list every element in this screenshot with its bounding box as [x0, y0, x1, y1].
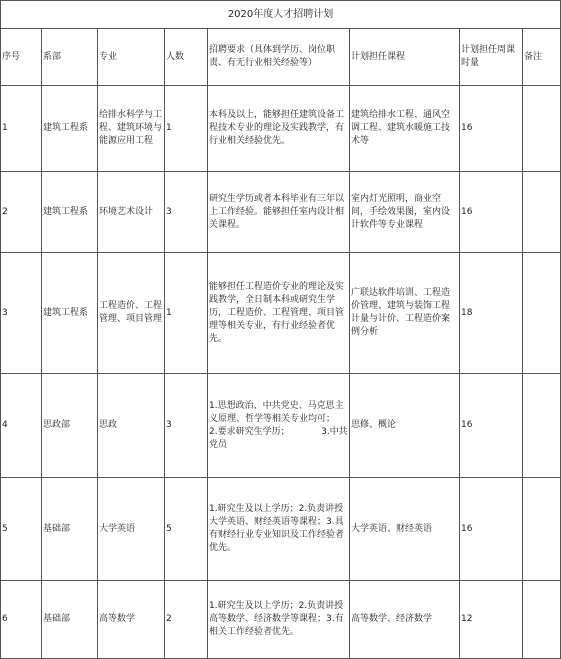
header-hours: 计划担任周课时量: [460, 29, 523, 86]
cell-count: 2: [165, 581, 208, 659]
header-courses: 计划担任课程: [350, 29, 460, 86]
table-row: [1, 253, 561, 374]
cell-courses: 大学英语、财经英语: [350, 478, 460, 581]
cell-hours: 16: [460, 374, 523, 478]
cell-major: 环境艺术设计: [98, 172, 165, 253]
cell-index: 4: [1, 374, 42, 478]
cell-index: 5: [1, 478, 42, 581]
cell-requirements: 1.研究生及以上学历；2.负责讲授高等数学、经济数学等课程；3.有相关工作经验者优先。: [208, 581, 350, 659]
cell-count: 3: [165, 374, 208, 478]
cell-major: 思政: [98, 374, 165, 478]
cell-department: 基础部: [42, 478, 98, 581]
cell-index: 6: [1, 581, 42, 659]
cell-major: 工程造价、工程管理、项目管理: [98, 253, 165, 374]
header-count: 人数: [165, 29, 208, 86]
cell-requirements: 1.思想政治、中共党史、马克思主义原理、哲学等相关专业均可； 2.要求研究生学历； 3.中共党员: [208, 374, 350, 478]
cell-remarks: [523, 478, 561, 581]
header-department: 系部: [42, 29, 98, 86]
cell-department: 基础部: [42, 581, 98, 659]
table-row: [1, 374, 561, 478]
cell-major: 大学英语: [98, 478, 165, 581]
table-row: [1, 86, 561, 172]
header-row: [1, 29, 561, 86]
cell-hours: 12: [460, 581, 523, 659]
cell-department: 思政部: [42, 374, 98, 478]
cell-count: 5: [165, 478, 208, 581]
cell-remarks: [523, 86, 561, 172]
cell-courses: 广联达软件培训、工程造价管理、建筑与装饰工程计量与计价、工程造价案例分析: [350, 253, 460, 374]
cell-remarks: [523, 374, 561, 478]
cell-major: 高等数学: [98, 581, 165, 659]
cell-requirements: 1.研究生及以上学历；2.负责讲授大学英语、财经英语等课程；3.具有财经行业专业知识及工作经验者优先。: [208, 478, 350, 581]
table-row: [1, 478, 561, 581]
cell-count: 3: [165, 172, 208, 253]
table-row: [1, 172, 561, 253]
cell-courses: 建筑给排水工程、通风空调工程、建筑水暖施工技术等: [350, 86, 460, 172]
header-requirements: 招聘要求（具体到学历、岗位职责、有无行业相关经验等）: [208, 29, 350, 86]
cell-courses: 思修、概论: [350, 374, 460, 478]
cell-index: 3: [1, 253, 42, 374]
cell-department: 建筑工程系: [42, 253, 98, 374]
cell-courses: 高等数学、经济数学: [350, 581, 460, 659]
header-index: 序号: [1, 29, 42, 86]
cell-count: 1: [165, 86, 208, 172]
cell-remarks: [523, 581, 561, 659]
table-title: 2020年度人才招聘计划: [1, 1, 561, 29]
cell-requirements: 研究生学历或者本科毕业有三年以上工作经验。能够担任室内设计相关课程。: [208, 172, 350, 253]
cell-remarks: [523, 172, 561, 253]
cell-index: 1: [1, 86, 42, 172]
cell-index: 2: [1, 172, 42, 253]
cell-hours: 16: [460, 172, 523, 253]
cell-hours: 18: [460, 253, 523, 374]
header-remarks: 备注: [523, 29, 561, 86]
cell-remarks: [523, 253, 561, 374]
cell-courses: 室内灯光照明，商业空间，手绘效果图，室内设计软件等专业课程: [350, 172, 460, 253]
cell-department: 建筑工程系: [42, 86, 98, 172]
cell-hours: 16: [460, 478, 523, 581]
header-major: 专业: [98, 29, 165, 86]
cell-department: 建筑工程系: [42, 172, 98, 253]
table-row: [1, 581, 561, 659]
cell-requirements: 能够担任工程造价专业的理论及实践教学，全日制本科或研究生学历，工程造价、工程管理、项目管理等相关专业，有行业经验者优先。: [208, 253, 350, 374]
cell-hours: 16: [460, 86, 523, 172]
cell-requirements: 本科及以上，能够担任建筑设备工程技术专业的理论及实践教学，有行业相关经验优先。: [208, 86, 350, 172]
cell-count: 1: [165, 253, 208, 374]
cell-major: 给排水科学与工程、建筑环境与能源应用工程: [98, 86, 165, 172]
